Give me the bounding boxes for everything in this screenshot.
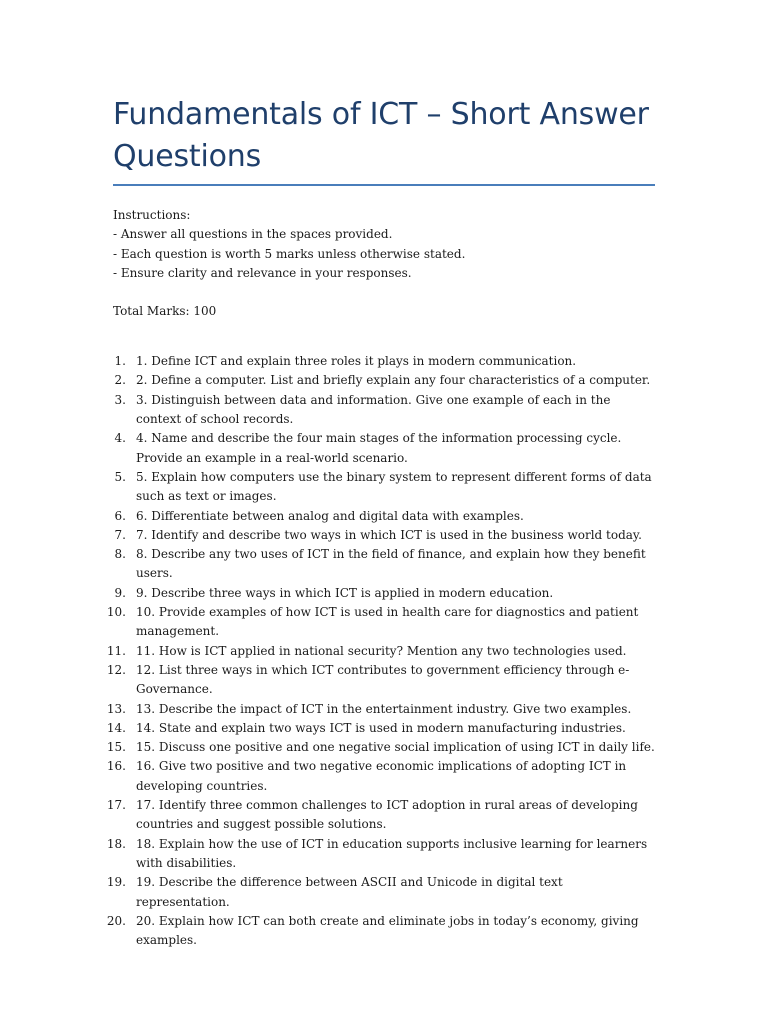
instruction-line: - Ensure clarity and relevance in your responses.: [113, 265, 412, 280]
question-number: 11.: [106, 643, 126, 658]
question-text: 15. Discuss one positive and one negative social implication of using ICT in daily life.: [136, 740, 655, 755]
question-list: [106, 352, 655, 950]
question-item: [113, 526, 655, 545]
question-item: [113, 371, 655, 390]
question-number: 3.: [114, 392, 126, 407]
question-text: 14. State and explain two ways ICT is used in modern manufacturing industries.: [136, 720, 626, 735]
question-number: 10.: [106, 605, 126, 620]
question-text: 3. Distinguish between data and information. Give one example of each in the context of school records.: [136, 392, 611, 427]
question-text: 8. Describe any two uses of ICT in the field of finance, and explain how they benefit users.: [136, 547, 646, 581]
question-text: 7. Identify and describe two ways in which ICT is used in the business world today.: [136, 527, 642, 542]
instruction-line: - Answer all questions in the spaces provided.: [113, 227, 393, 242]
question-number: 12.: [106, 662, 126, 677]
question-text: 16. Give two positive and two negative economic implications of adopting ICT in developing countries.: [136, 759, 627, 793]
question-number: 20.: [106, 913, 126, 928]
question-item: [106, 738, 655, 757]
question-number: 8.: [114, 547, 126, 562]
question-text: 5. Explain how computers use the binary system to represent different forms of data such as text or images.: [136, 469, 652, 504]
question-number: 15.: [106, 740, 126, 755]
question-item: [106, 757, 655, 796]
question-text: 9. Describe three ways in which ICT is applied in modern education.: [136, 585, 554, 600]
title-divider: [113, 184, 655, 186]
question-item: [113, 468, 655, 507]
instruction-line: - Each question is worth 5 marks unless otherwise stated.: [113, 246, 466, 261]
question-number: 1.: [114, 354, 126, 369]
question-text: 1. Define ICT and explain three roles it plays in modern communication.: [136, 354, 577, 369]
question-text: 12. List three ways in which ICT contributes to government efficiency through e-Governance.: [136, 662, 630, 697]
question-text: 18. Explain how the use of ICT in education supports inclusive learning for learners with disabilities.: [136, 836, 648, 870]
instructions-block: [113, 206, 655, 283]
question-number: 4.: [114, 431, 126, 446]
question-number: 16.: [106, 759, 126, 774]
question-text: 20. Explain how ICT can both create and eliminate jobs in today’s economy, giving examples.: [136, 913, 639, 948]
total-marks: Total Marks: 100: [113, 304, 217, 319]
question-number: 7.: [114, 527, 126, 542]
question-item: [106, 796, 655, 835]
question-item: [113, 391, 655, 430]
question-item: [113, 507, 655, 526]
question-item: [106, 835, 655, 874]
question-item: [106, 642, 655, 661]
question-item: [106, 603, 655, 642]
question-text: 10. Provide examples of how ICT is used in health care for diagnostics and patient management.: [136, 605, 639, 639]
question-number: 19.: [106, 875, 126, 890]
question-item: [113, 584, 655, 603]
question-item: [106, 719, 655, 738]
question-number: 6.: [114, 508, 126, 523]
question-item: [106, 873, 655, 912]
question-number: 13.: [106, 701, 126, 716]
question-number: 9.: [114, 585, 126, 600]
question-item: [106, 700, 655, 719]
question-item: [113, 352, 655, 371]
question-text: 4. Name and describe the four main stages of the information processing cycle. Provide an example in a real-world scenario.: [136, 431, 622, 465]
question-text: 17. Identify three common challenges to ICT adoption in rural areas of developing countries and suggest possible solutions.: [136, 798, 638, 832]
question-text: 6. Differentiate between analog and digital data with examples.: [136, 508, 524, 523]
question-text: 19. Describe the difference between ASCII and Unicode in digital text representation.: [136, 875, 563, 909]
question-item: [113, 429, 655, 468]
question-text: 2. Define a computer. List and briefly explain any four characteristics of a computer.: [136, 373, 651, 388]
question-number: 14.: [106, 720, 126, 735]
question-number: 17.: [106, 798, 126, 813]
question-item: [106, 912, 655, 951]
question-number: 2.: [114, 373, 126, 388]
question-item: [113, 545, 655, 584]
question-text: 13. Describe the impact of ICT in the entertainment industry. Give two examples.: [136, 701, 632, 716]
question-number: 18.: [106, 836, 126, 851]
page-title: Fundamentals of ICT – Short Answer Questions: [113, 97, 649, 174]
question-number: 5.: [114, 469, 126, 484]
question-text: 11. How is ICT applied in national security? Mention any two technologies used.: [136, 643, 627, 658]
instructions-heading: Instructions:: [113, 208, 191, 222]
question-item: [106, 661, 655, 700]
